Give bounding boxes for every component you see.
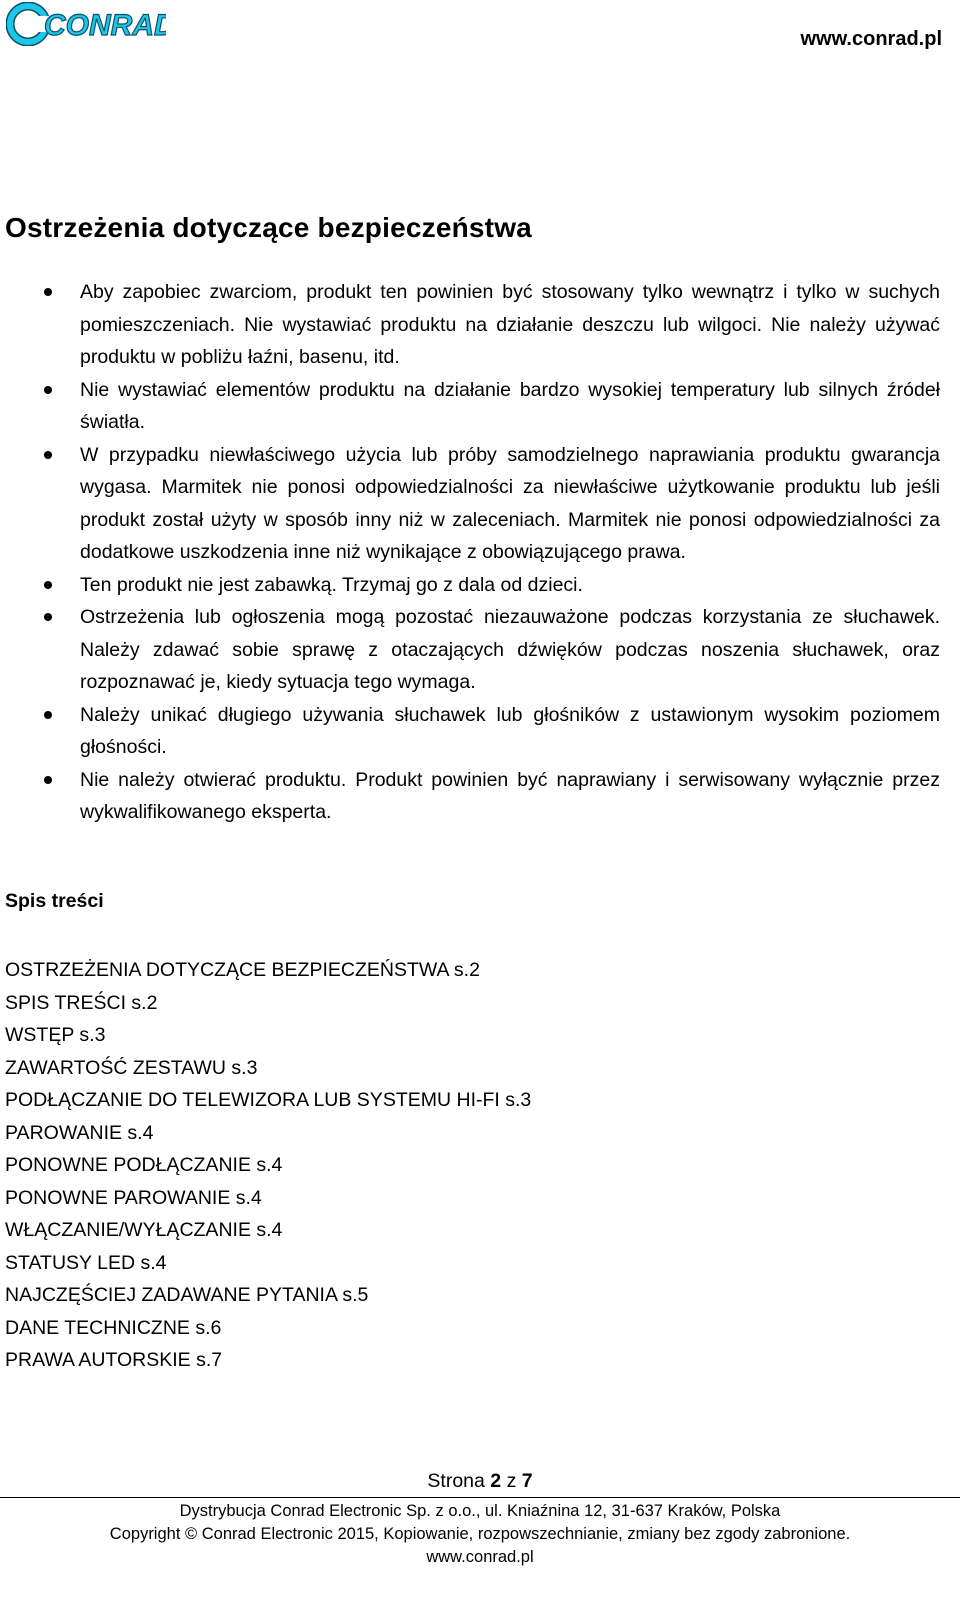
- safety-title: Ostrzeżenia dotyczące bezpieczeństwa: [5, 212, 532, 243]
- toc-entry[interactable]: DANE TECHNICZNE s.6: [5, 1316, 222, 1339]
- toc-entry[interactable]: PONOWNE PAROWANIE s.4: [5, 1186, 262, 1209]
- warning-item: Ten produkt nie jest zabawką. Trzymaj go z dala od dzieci.: [0, 569, 960, 602]
- footer-copyright: Copyright © Conrad Electronic 2015, Kopiowanie, rozpowszechnianie, zmiany bez zgody zabronione.: [109, 1525, 851, 1543]
- warning-item: Nie wystawiać elementów produktu na działanie bardzo wysokiej temperatury lub silnych źródeł światła.: [0, 374, 960, 439]
- warning-item: Aby zapobiec zwarciom, produkt ten powinien być stosowany tylko wewnątrz i tylko w suchych pomieszczeniach. Nie wystawiać produktu na działanie deszczu lub wilgoci. Nie należy używać produktu w pobliżu łaźni, basenu, itd.: [0, 276, 960, 374]
- toc-entry[interactable]: STATUSY LED s.4: [5, 1251, 167, 1274]
- toc-heading: Spis treści: [5, 890, 104, 912]
- safety-warnings-list: [0, 276, 960, 829]
- conrad-logo: [6, 2, 166, 51]
- page-total: 7: [521, 1470, 533, 1492]
- page-current: 2: [490, 1470, 502, 1492]
- toc-entry[interactable]: SPIS TREŚCI s.2: [5, 991, 158, 1014]
- warning-item: W przypadku niewłaściwego użycia lub próby samodzielnego naprawiania produktu gwarancja wygasa. Marmitek nie ponosi odpowiedzialności za niewłaściwe użytkowanie produktu lub jeśli produkt został użyty w sposób inny niż w zaleceniach. Marmitek nie ponosi odpowiedzialności za dodatkowe uszkodzenia inne niż wynikające z obowiązującego prawa.: [0, 439, 960, 569]
- table-of-contents: [5, 954, 531, 1377]
- warning-item: Należy unikać długiego używania słuchawek lub głośników z ustawionym wysokim poziomem głośności.: [0, 699, 960, 764]
- toc-entry[interactable]: PAROWANIE s.4: [5, 1121, 154, 1144]
- toc-entry[interactable]: PODŁĄCZANIE DO TELEWIZORA LUB SYSTEMU HI-FI s.3: [5, 1089, 532, 1111]
- page-prefix: Strona: [427, 1470, 485, 1492]
- conrad-logo-graphic: [6, 2, 166, 46]
- toc-entry[interactable]: WSTĘP s.3: [5, 1024, 106, 1046]
- warning-item: Nie należy otwierać produktu. Produkt powinien być naprawiany i serwisowany wyłącznie przez wykwalifikowanego eksperta.: [0, 764, 960, 829]
- footer-url[interactable]: www.conrad.pl: [426, 1548, 534, 1566]
- toc-entry[interactable]: ZAWARTOŚĆ ZESTAWU s.3: [5, 1056, 258, 1079]
- toc-entry[interactable]: PONOWNE PODŁĄCZANIE s.4: [5, 1154, 283, 1176]
- header-site-url[interactable]: www.conrad.pl: [800, 28, 942, 50]
- toc-entry[interactable]: PRAWA AUTORSKIE s.7: [5, 1349, 223, 1371]
- footer: [0, 1500, 960, 1569]
- toc-entry[interactable]: NAJCZĘŚCIEJ ZADAWANE PYTANIA s.5: [5, 1284, 369, 1306]
- toc-entry[interactable]: WŁĄCZANIE/WYŁĄCZANIE s.4: [5, 1219, 283, 1241]
- footer-distribution: Dystrybucja Conrad Electronic Sp. z o.o., ul. Kniaźnina 12, 31-637 Kraków, Polska: [179, 1502, 781, 1520]
- logo-wordmark: CONRAD: [44, 9, 166, 42]
- page-number: [0, 1470, 960, 1493]
- footer-divider: [0, 1497, 960, 1498]
- toc-entry[interactable]: OSTRZEŻENIA DOTYCZĄCE BEZPIECZEŃSTWA s.2: [5, 959, 480, 981]
- warning-item: Ostrzeżenia lub ogłoszenia mogą pozostać niezauważone podczas korzystania ze słuchawek. Należy zdawać sobie sprawę z otaczających dźwięków podczas noszenia słuchawek, oraz rozpoznawać je, kiedy sytuacja tego wymaga.: [0, 601, 960, 699]
- page-separator: z: [506, 1470, 517, 1492]
